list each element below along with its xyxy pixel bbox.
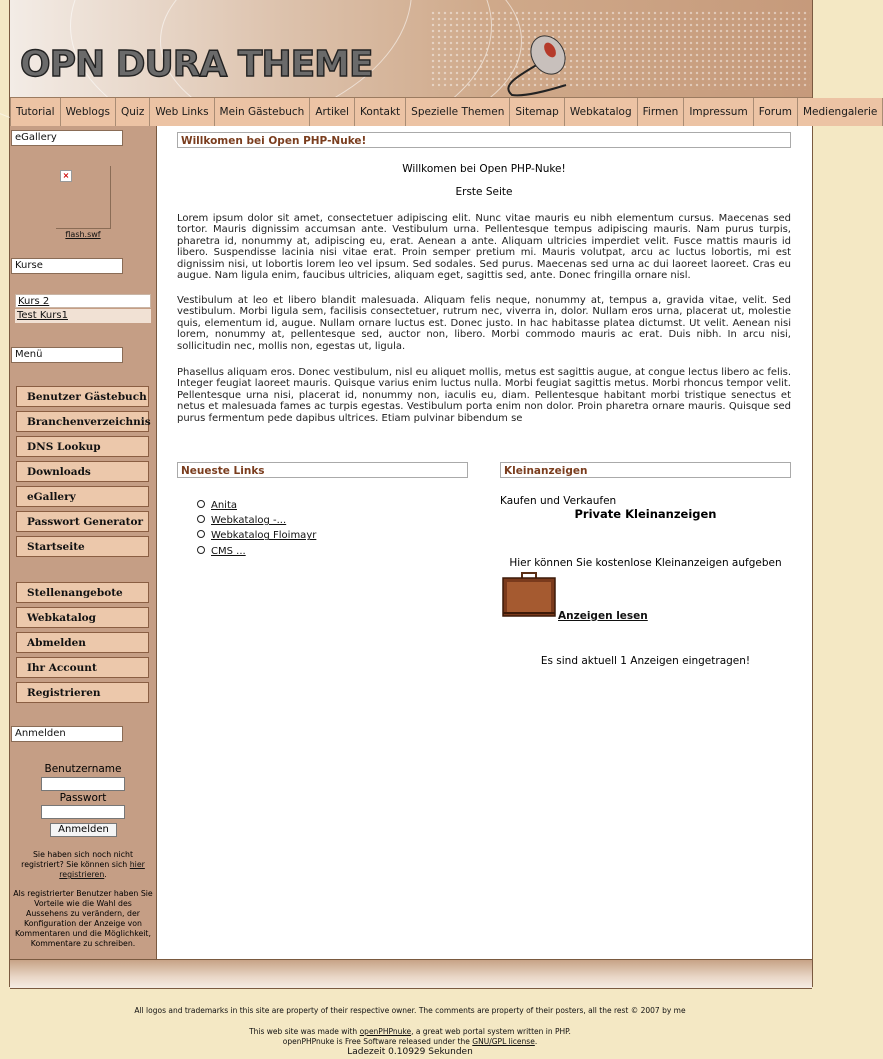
link-label: CMS ...	[211, 545, 246, 557]
banner-dot-pattern	[430, 10, 810, 90]
footer-license-end: .	[534, 1037, 538, 1046]
menu-item-startseite[interactable]: Startseite	[16, 536, 149, 557]
ads-heading: Private Kleinanzeigen	[574, 507, 717, 521]
list-item[interactable]	[197, 513, 316, 528]
nav-item-firmen[interactable]: Firmen	[638, 98, 685, 126]
menu-item-webkatalog[interactable]: Webkatalog	[16, 607, 149, 628]
nav-item-quiz[interactable]: Quiz	[116, 98, 150, 126]
page-frame	[9, 0, 878, 987]
list-item[interactable]	[197, 544, 316, 559]
bullet-icon	[197, 515, 205, 523]
site-logo: OPN DURA THEME	[20, 44, 373, 85]
menu-block-title: Menü	[11, 347, 123, 363]
gallery-file-link[interactable]	[50, 230, 116, 239]
ads-count: Es sind aktuell 1 Anzeigen eingetragen!	[540, 655, 751, 667]
footer-bar	[10, 959, 812, 989]
footer-license	[0, 1037, 820, 1046]
link-label: Anita	[211, 500, 238, 511]
register-note	[15, 850, 151, 880]
body-paragraph: Vestibulum at leo et libero blandit malesuada. Aliquam felis neque, nonummy at, tempus a, gravida vitae, velit. Sed vestibulum. Morbi ligula sem, facilisis consectetuer, rutrum nec, viverra in, dolor. Nullam eros urna, placerat ut, molestie quis, elementum id, augue. Nullam ornare luctus est. Donec justo. In hac habitasse platea dictumst. Ut velit. Aenean nisi lorem, nonummy at, pellentesque sed, auctor non, libero. Morbi commodo mauris ac erat. Duis nibh. In arcu nisi, sollicitudin nec, mollis non, egestas ut, ligula.	[177, 295, 791, 352]
footer-opnphpnuke-link[interactable]: openPHPnuke	[359, 1027, 412, 1036]
nav-item-weblogs[interactable]: Weblogs	[61, 98, 116, 126]
nav-item-sitemap[interactable]: Sitemap	[510, 98, 565, 126]
bullet-icon	[197, 530, 205, 538]
briefcase-icon[interactable]	[502, 573, 556, 619]
ads-intro: Kaufen und Verkaufen	[500, 495, 617, 507]
ads-read-link-label: Anzeigen lesen	[558, 610, 648, 622]
list-item[interactable]	[197, 528, 316, 543]
nav-item-kontakt[interactable]: Kontakt	[355, 98, 406, 126]
kurs-item-label: Kurs 2	[18, 296, 50, 307]
menu-item-egallery[interactable]: eGallery	[16, 486, 149, 507]
nav-item-web-links[interactable]: Web Links	[150, 98, 214, 126]
footer-made-with-end: , a great web portal system written in PHP.	[411, 1027, 571, 1036]
nav-item-forum[interactable]: Forum	[754, 98, 798, 126]
footer-license-text: openPHPnuke is Free Software released under the	[282, 1037, 470, 1046]
username-input[interactable]	[41, 777, 125, 791]
header-banner	[10, 0, 812, 97]
footer-copyright: All logos and trademarks in this site are property of their respective owner. The comments are property of their posters, all the rest © 2007 by me	[134, 1006, 686, 1015]
menu-item-downloads[interactable]: Downloads	[16, 461, 149, 482]
gallery-file-label: flash.swf	[65, 230, 101, 239]
links-list	[197, 498, 316, 559]
register-note-end: .	[104, 870, 107, 879]
password-label: Passwort	[59, 792, 107, 804]
password-input[interactable]	[41, 805, 125, 819]
kurse-block-title: Kurse	[11, 258, 123, 274]
top-navigation-items	[10, 98, 883, 126]
menu-item-ihr-account[interactable]: Ihr Account	[16, 657, 149, 678]
kurs-item[interactable]	[15, 294, 151, 308]
welcome-line: Willkomen bei Open PHP-Nuke!	[402, 163, 566, 175]
menu-item-stellenangebote[interactable]: Stellenangebote	[16, 582, 149, 603]
username-label: Benutzername	[44, 763, 122, 775]
menu-item-registrieren[interactable]: Registrieren	[16, 682, 149, 703]
bullet-icon	[197, 546, 205, 554]
nav-item-guestbook[interactable]: Mein Gästebuch	[215, 98, 311, 126]
register-note-text: Sie haben sich noch nicht registriert? Sie können sich	[21, 850, 134, 869]
main-content	[157, 126, 812, 959]
body-paragraph: Lorem ipsum dolor sit amet, consectetuer adipiscing elit. Nunc vitae mauris eu nibh elementum cursus. Maecenas sed tortor. Mauris dignissim accumsan ante. Vestibulum urna. Pellentesque tempus adipiscing mauris. Nam purus turpis, pharetra id, nonummy at, adipiscing eu, erat. Aenean a ante. Aliquam ultricies imperdiet velit. Fusce mattis mauris id libero. Suspendisse lacinia nisi vitae erat. Proin semper pretium mi. Mauris volutpat, arcu ac luctus lobortis, mi est dignissim nisi, ut lobortis lorem leo vel ipsum. Sed sodales. Sed purus. Maecenas sed urna ac dui laoreet laoreet. Cras eu augue. Nam ligula enim, faucibus ultricies, aliquam eget, sagittis sed, ante. Donec fringilla ornare nisl.	[177, 213, 791, 282]
top-navigation	[10, 97, 878, 127]
nav-item-tutorial[interactable]: Tutorial	[10, 98, 61, 126]
nav-item-impressum[interactable]: Impressum	[684, 98, 753, 126]
menu-item-benutzer-gaestebuch[interactable]: Benutzer Gästebuch	[16, 386, 149, 407]
nav-item-spezielle-themen[interactable]: Spezielle Themen	[406, 98, 510, 126]
link-label: Webkatalog -...	[211, 515, 287, 527]
login-block-title: Anmelden	[11, 726, 123, 742]
page-subtitle: Erste Seite	[455, 186, 513, 198]
nav-item-mediengalerie[interactable]: Mediengalerie	[798, 98, 883, 126]
menu-item-dns-lookup[interactable]: DNS Lookup	[16, 436, 149, 457]
menu-item-passwort-generator[interactable]: Passwort Generator	[16, 511, 149, 532]
nav-item-webkatalog[interactable]: Webkatalog	[565, 98, 638, 126]
ads-read-link[interactable]	[558, 610, 648, 622]
ads-info: Hier können Sie kostenlose Kleinanzeigen aufgeben	[509, 557, 782, 569]
register-link[interactable]: hier registrieren	[59, 860, 145, 879]
gallery-thumbnail[interactable]	[56, 166, 111, 229]
computer-mouse-icon	[490, 35, 600, 97]
body-paragraph: Phasellus aliquam eros. Donec vestibulum, nisl eu aliquet mollis, metus est sagittis augue, at congue lectus libero ac felis. Integer feugiat laoreet mauris. Quisque varius enim luctus nulla. Morbi feugiat sagittis metus. Morbi rhoncus tempor velit. Pellentesque urna nisi, placerat id, nonummy non, iaculis eu, diam. Pellentesque habitant morbi tristique senectus et netus et malesuada fames ac turpis egestas. Vestibulum porta enim non dolor. Proin pharetra ornare mauris. Quisque sed purus fermentum pede dapibus ultrices. Etiam pulvinar bibendum se	[177, 367, 791, 424]
nav-item-artikel[interactable]: Artikel	[310, 98, 355, 126]
list-item[interactable]	[197, 498, 316, 513]
egallery-block-title: eGallery	[11, 130, 123, 146]
kurs-item[interactable]	[15, 309, 151, 323]
broken-image-icon: ×	[60, 170, 72, 182]
link-label: Webkatalog Floimayr	[211, 530, 317, 542]
left-sidebar	[10, 126, 157, 959]
bullet-icon	[197, 500, 205, 508]
login-button[interactable]: Anmelden	[50, 823, 117, 837]
links-header: Neueste Links	[177, 462, 468, 478]
footer-gpl-link[interactable]: GNU/GPL license	[472, 1037, 535, 1046]
kurs-item-label: Test Kurs1	[17, 310, 68, 321]
footer-load-time: Ladezeit 0.10929 Sekunden	[347, 1047, 473, 1057]
footer-made-with	[0, 1027, 820, 1036]
footer-made-with-text: This web site was made with	[249, 1027, 358, 1036]
ads-header: Kleinanzeigen	[500, 462, 791, 478]
menu-item-branchenverzeichnis[interactable]: Branchenverzeichnis	[16, 411, 149, 432]
welcome-header: Willkomen bei Open PHP-Nuke!	[177, 132, 791, 148]
menu-item-abmelden[interactable]: Abmelden	[16, 632, 149, 653]
register-benefits: Als registrierter Benutzer haben Sie Vorteile wie die Wahl des Aussehens zu verändern, der Konfiguration der Anzeige von Kommentaren und die Möglichkeit, Kommentare zu schreiben.	[13, 889, 153, 948]
